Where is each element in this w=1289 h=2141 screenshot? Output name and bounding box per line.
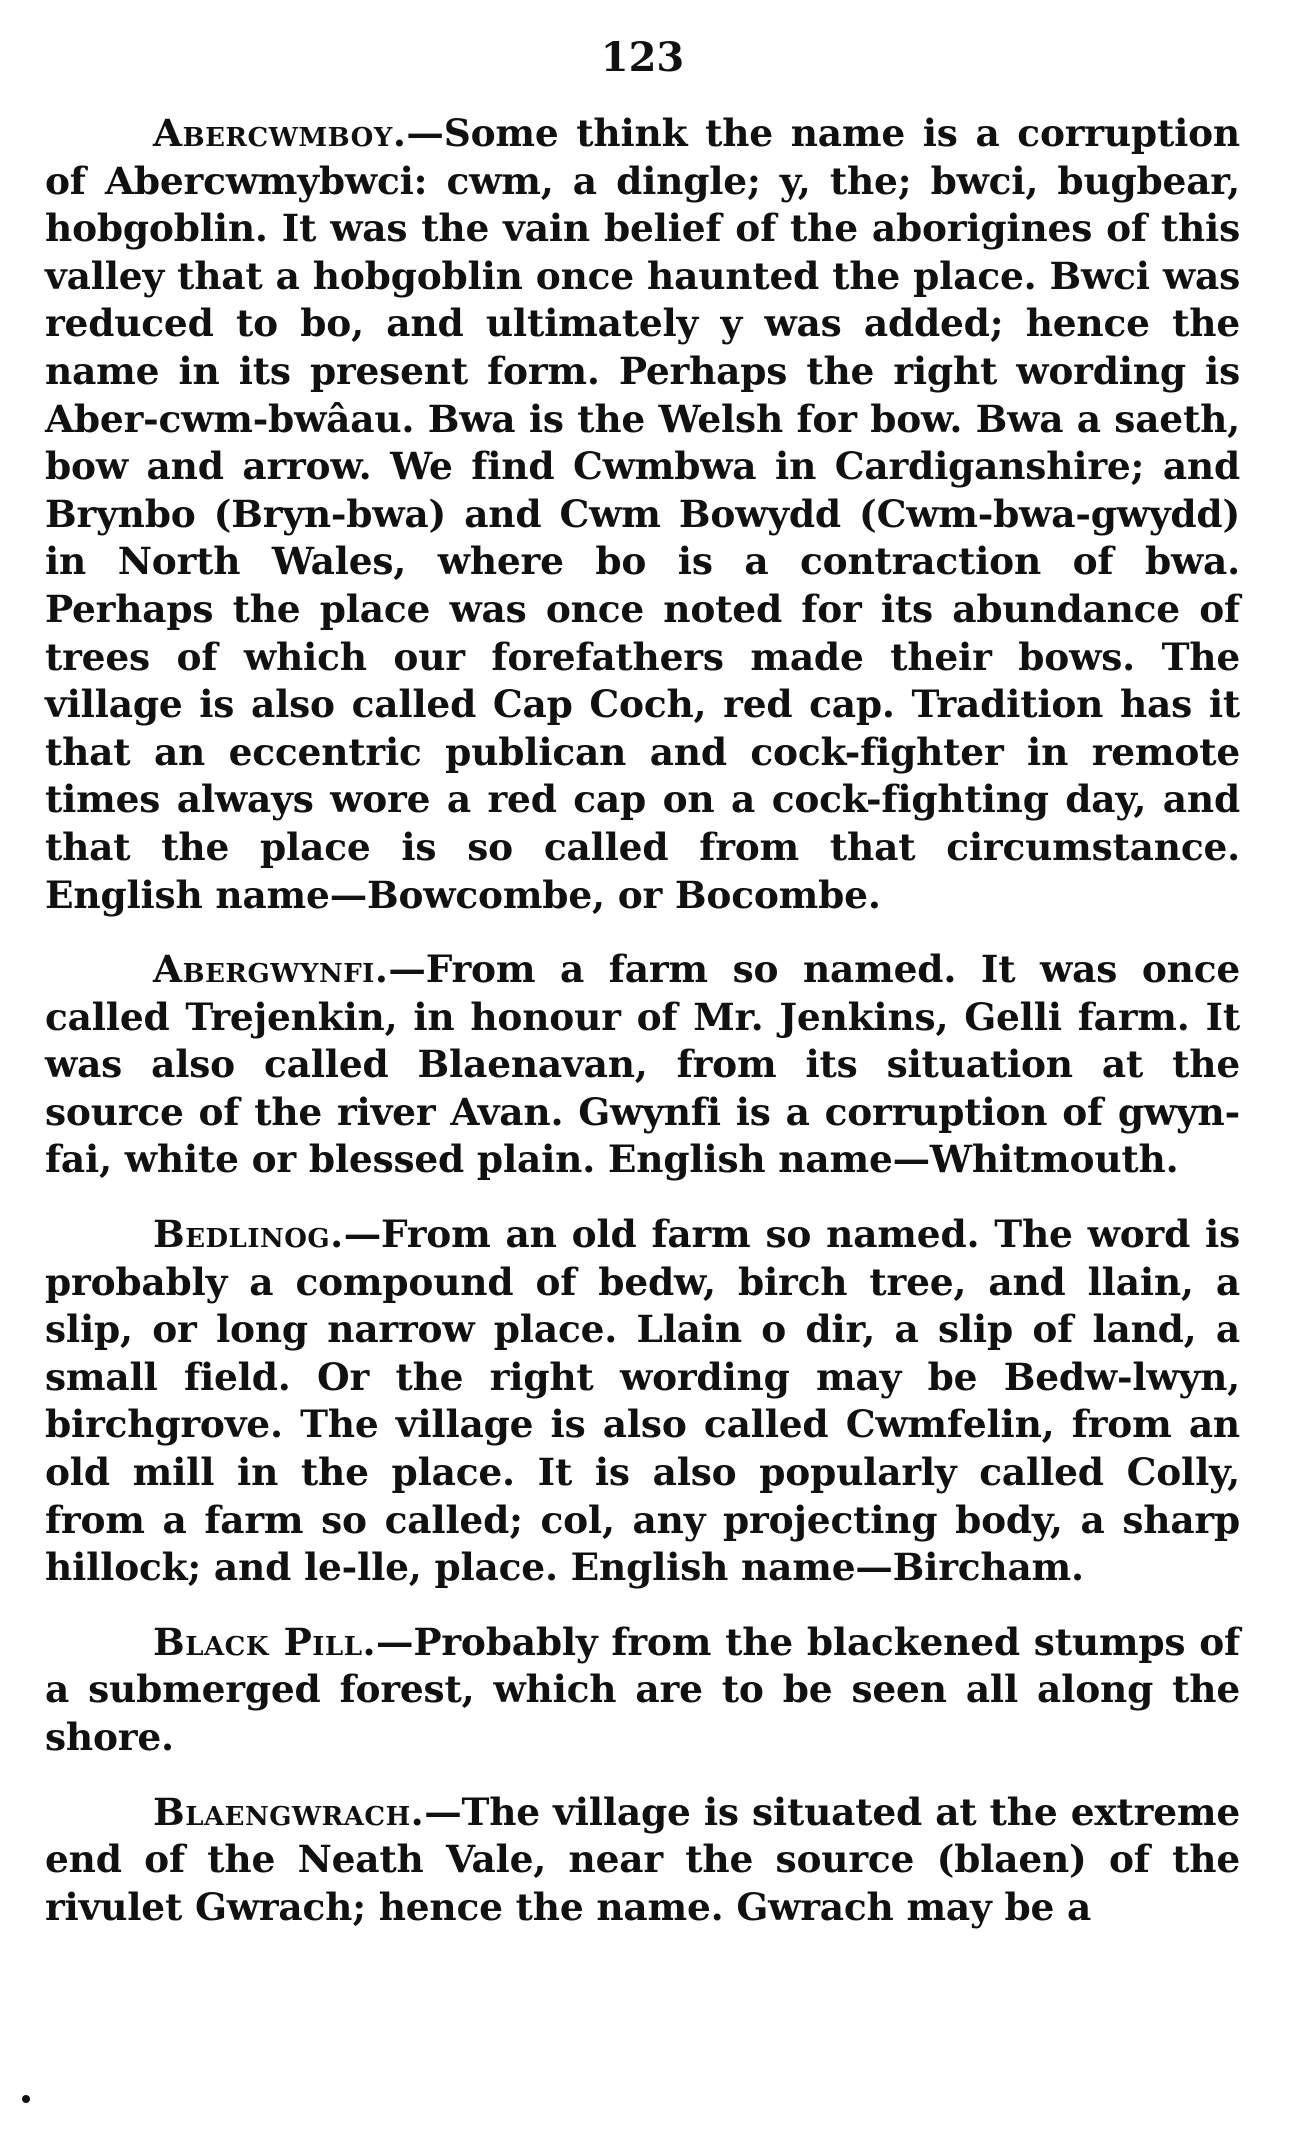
entry-headword: Abergwynfi.	[153, 947, 389, 992]
entry-text: —From an old farm so named. The word is probably a compound of bedw, birch tree, and llain, a slip, or long narrow place. Llain o dir, a slip of land, a small field. Or the right wording may be Bedw-lwyn, birchgrove. The village is also called Cwmfelin, from an old mill in the place. It is also popularly called Colly, from a farm so called; col, any projecting body, a sharp hillock; and le-lle, place. English name—Bircham.	[45, 1212, 1240, 1590]
entry-headword: Blaengwrach.	[153, 1789, 425, 1834]
entry-text: —Some think the name is a corruption of Abercwmybwci: cwm, a dingle; y, the; bwci, bugbear, hobgoblin. It was the vain belief of the aborigines of this valley that a hobgoblin once haunted the place. Bwci was reduced to bo, and ultimately y was added; hence the name in its present form. Perhaps the right wording is Aber-cwm-bwâau. Bwa is the Welsh for bow. Bwa a saeth, bow and arrow. We find Cwmbwa in Cardiganshire; and Brynbo (Bryn-bwa) and Cwm Bowydd (Cwm-bwa-gwydd) in North Wales, where bo is a contraction of bwa. Perhaps the place was once noted for its abundance of trees of which our forefathers made their bows. The village is also called Cap Coch, red cap. Tradition has it that an eccentric publican and cock-fighter in remote times always wore a red cap on a cock-fighting day, and that the place is so called from that circumstance. English name—Bowcombe, or Bocombe.	[45, 111, 1240, 917]
entry-abergwynfi	[45, 946, 1240, 1184]
book-page	[45, 30, 1240, 1931]
entry-headword: Abercwmboy.	[153, 111, 407, 155]
entry-black-pill	[45, 1619, 1240, 1762]
margin-dot-mark	[22, 2095, 30, 2103]
entry-blaengwrach	[45, 1789, 1240, 1932]
page-number: 123	[600, 34, 685, 81]
entry-headword: Bedlinog.	[153, 1212, 344, 1257]
entry-headword: Black Pill.	[153, 1619, 377, 1664]
entry-text: —From a farm so named. It was once called Trejenkin, in honour of Mr. Jenkins, Gelli farm. It was also called Blaenavan, from its situation at the source of the river Avan. Gwynfi is a corruption of gwyn-fai, white or blessed plain. English name—Whitmouth.	[45, 947, 1240, 1182]
entry-bedlinog	[45, 1211, 1240, 1592]
entry-text: —Probably from the blackened stumps of a submerged forest, which are to be seen all along the shore.	[45, 1619, 1240, 1759]
entry-text: —The village is situated at the extreme end of the Neath Vale, near the source (blaen) of the rivulet Gwrach; hence the name. Gwrach may be a	[45, 1789, 1240, 1929]
entry-abercwmboy	[45, 110, 1240, 919]
